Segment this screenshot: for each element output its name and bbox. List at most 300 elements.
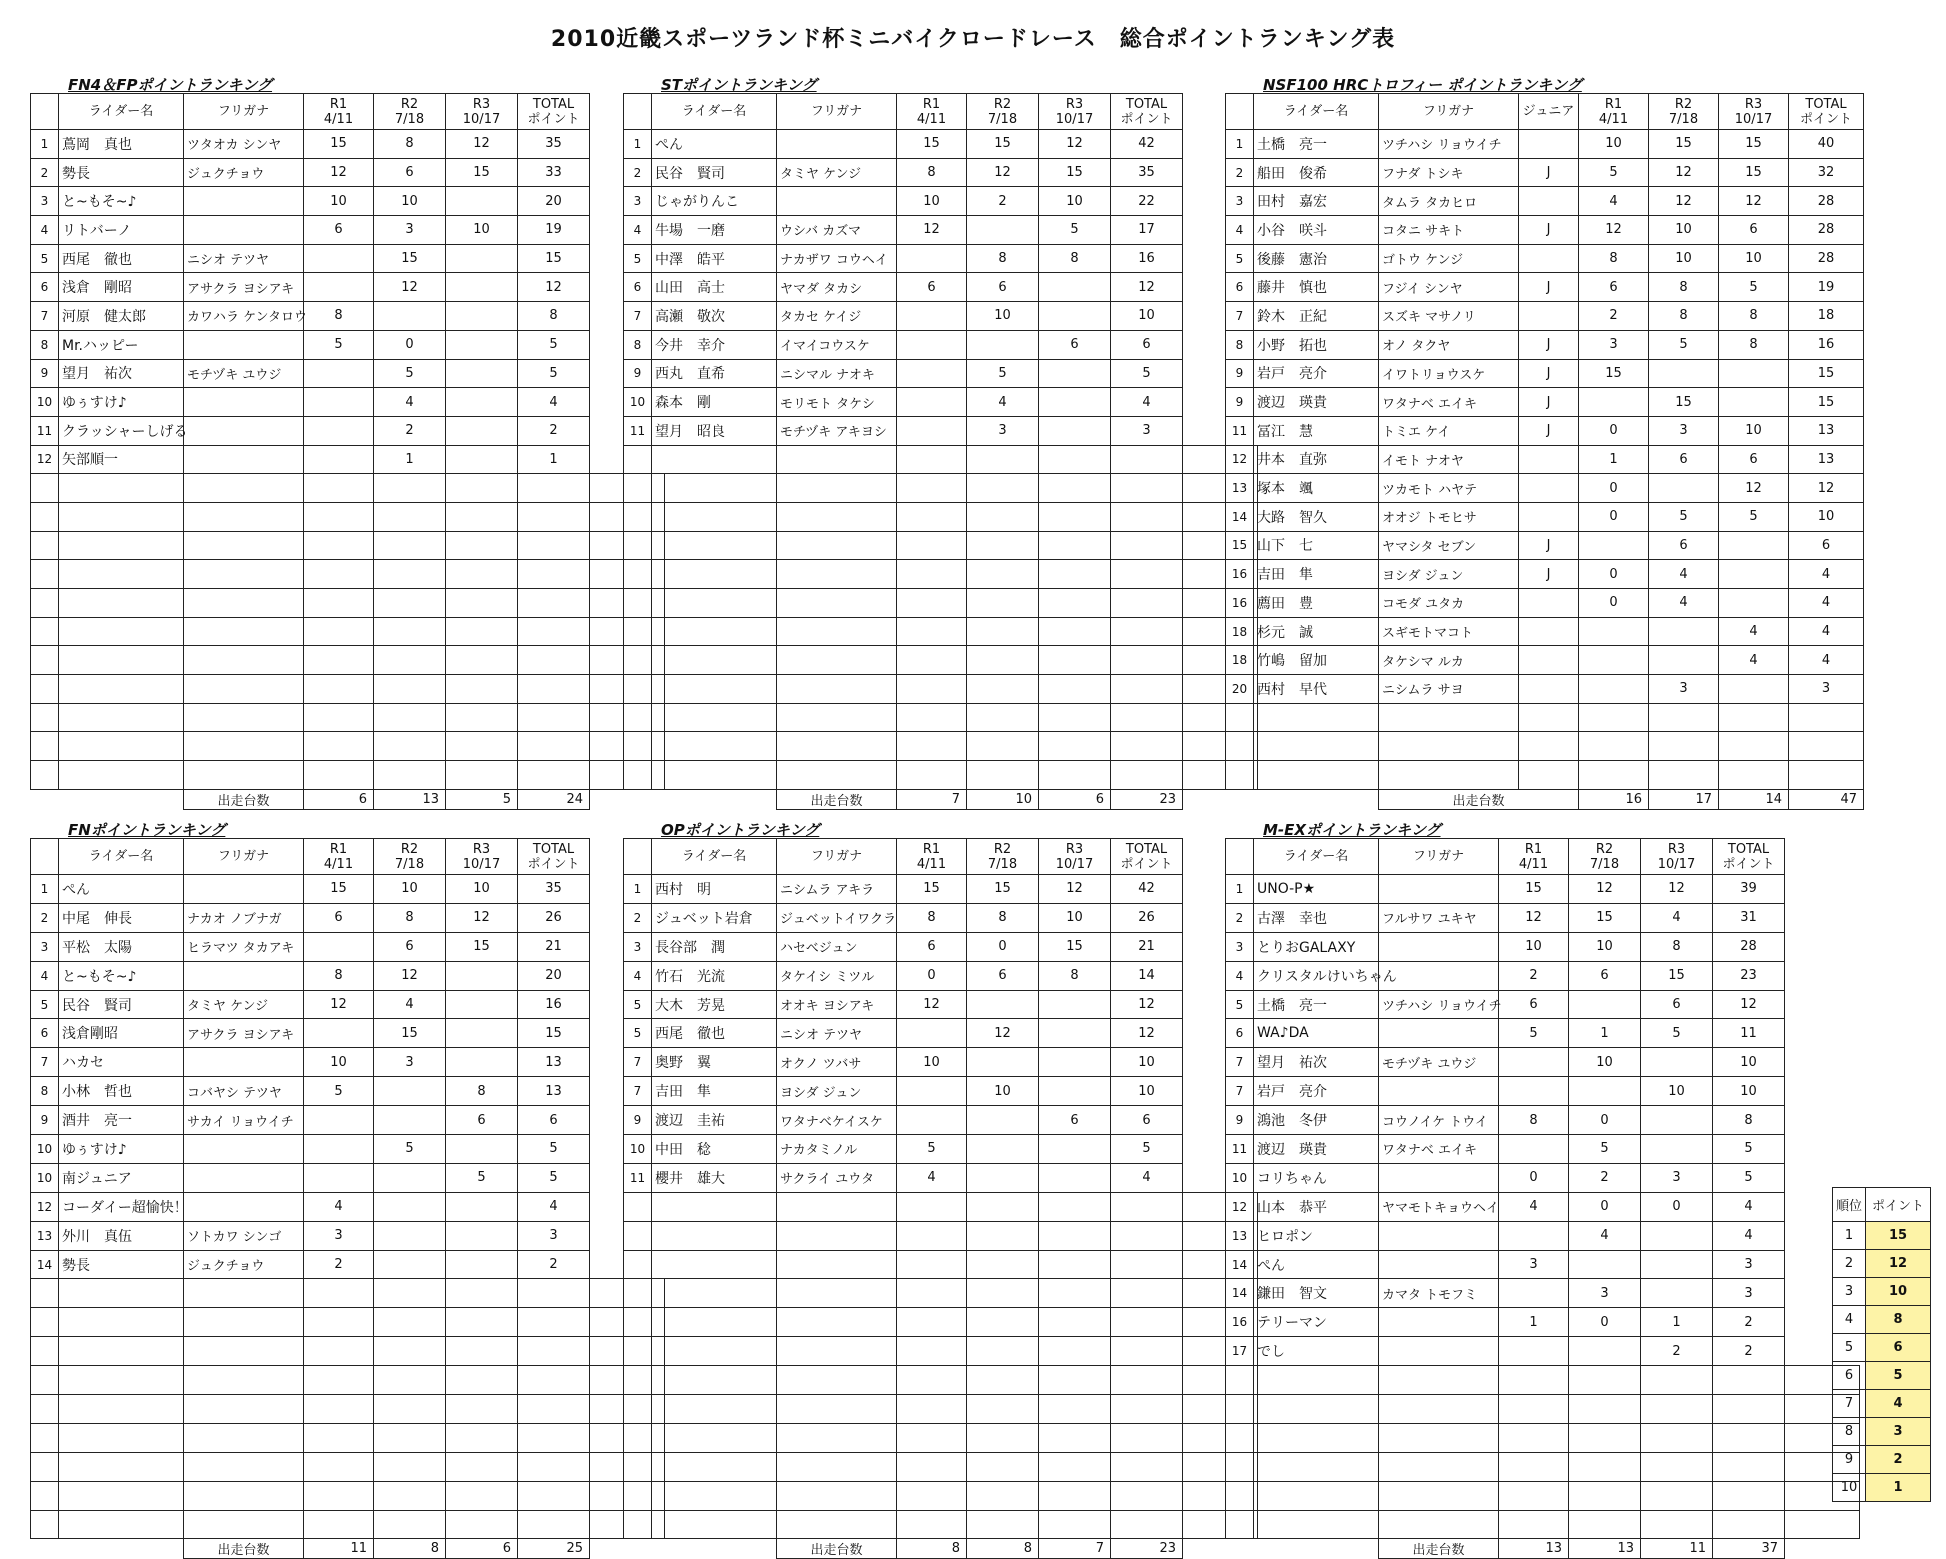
empty-cell (967, 445, 1039, 474)
entries-total: 25 (518, 1539, 590, 1559)
r3-cell (1039, 1048, 1111, 1077)
entries-total: 24 (518, 789, 590, 809)
empty-cell (1499, 1510, 1569, 1539)
col-r2-line2: 7/18 (987, 856, 1018, 872)
r1-cell (897, 388, 967, 417)
empty-row (31, 1481, 665, 1510)
empty-cell (652, 589, 777, 618)
empty-cell (1111, 502, 1183, 531)
empty-cell (518, 1337, 590, 1366)
empty-cell (897, 502, 967, 531)
r1-cell (897, 416, 967, 445)
r3-cell: 8 (1039, 961, 1111, 990)
empty-cell (1111, 761, 1183, 790)
rider-name-cell: 南ジュニア (59, 1163, 184, 1192)
total-cell: 12 (1111, 273, 1183, 302)
empty-row (624, 1481, 1258, 1510)
table-row (624, 875, 1258, 904)
r1-cell (304, 1106, 374, 1135)
empty-cell (967, 1337, 1039, 1366)
r3-cell (1719, 531, 1789, 560)
r2-cell: 12 (967, 1019, 1039, 1048)
furigana-cell: ツカモト ハヤテ (1379, 474, 1519, 503)
points-row (1833, 1278, 1931, 1306)
table-row (1226, 1250, 1860, 1279)
entries-r3: 6 (1039, 789, 1111, 809)
r3-cell: 15 (1719, 130, 1789, 159)
empty-row (624, 560, 1258, 589)
furigana-cell: サカイ リョウイチ (184, 1106, 304, 1135)
total-cell: 20 (518, 187, 590, 216)
col-rider-name: ライダー名 (652, 839, 777, 875)
empty-cell (777, 761, 897, 790)
empty-cell (652, 1423, 777, 1452)
total-cell: 12 (518, 273, 590, 302)
r1-cell (1499, 1077, 1569, 1106)
rider-name-cell: 山本 恭平 (1254, 1192, 1379, 1221)
empty-cell (304, 675, 374, 704)
r1-cell (304, 1135, 374, 1164)
col-r3 (446, 839, 518, 875)
r3-cell: 10 (1719, 244, 1789, 273)
empty-cell (184, 646, 304, 675)
rank-cell: 9 (31, 1106, 59, 1135)
total-cell: 5 (518, 1135, 590, 1164)
r1-cell: 10 (304, 1048, 374, 1077)
empty-cell (374, 1395, 446, 1424)
total-cell: 13 (1789, 445, 1864, 474)
empty-cell (1641, 1366, 1713, 1395)
empty-cell (652, 1481, 777, 1510)
furigana-cell (777, 130, 897, 159)
empty-cell (967, 1423, 1039, 1452)
col-r2-line1: R2 (400, 96, 419, 112)
empty-cell (1499, 1481, 1569, 1510)
empty-cell (304, 560, 374, 589)
empty-cell (1254, 1366, 1379, 1395)
furigana-cell: トミエ ケイ (1379, 416, 1519, 445)
empty-cell (304, 502, 374, 531)
table-row (31, 1077, 665, 1106)
empty-cell (304, 1308, 374, 1337)
entries-r3: 14 (1719, 789, 1789, 809)
r1-cell (1499, 1337, 1569, 1366)
empty-cell (184, 761, 304, 790)
r2-cell (374, 1250, 446, 1279)
empty-cell (624, 617, 652, 646)
rank-cell: 9 (31, 359, 59, 388)
rider-name-cell: 山田 高士 (652, 273, 777, 302)
table-row (1226, 388, 1864, 417)
r1-cell (304, 273, 374, 302)
empty-cell (1111, 531, 1183, 560)
empty-cell (374, 1481, 446, 1510)
r2-cell: 6 (1649, 445, 1719, 474)
empty-cell (31, 1279, 59, 1308)
r2-cell: 10 (967, 1077, 1039, 1106)
empty-cell (374, 1279, 446, 1308)
empty-cell (897, 1279, 967, 1308)
r2-cell: 3 (1649, 416, 1719, 445)
r3-cell (446, 1135, 518, 1164)
total-cell: 10 (1111, 1077, 1183, 1106)
empty-cell (624, 560, 652, 589)
furigana-cell (184, 330, 304, 359)
empty-cell (624, 1279, 652, 1308)
rider-name-cell: 渡辺 瑛貴 (1254, 1135, 1379, 1164)
rider-name-cell: 竹石 光流 (652, 961, 777, 990)
r2-cell: 5 (1569, 1135, 1641, 1164)
empty-cell (59, 1423, 184, 1452)
table-row (1226, 961, 1860, 990)
r1-cell (897, 330, 967, 359)
empty-cell (624, 1481, 652, 1510)
empty-cell (184, 531, 304, 560)
empty-cell (1039, 1279, 1111, 1308)
r1-cell: 2 (304, 1250, 374, 1279)
empty-cell (59, 1481, 184, 1510)
rank-cell: 6 (31, 273, 59, 302)
empty-cell (1039, 589, 1111, 618)
empty-cell (1713, 1423, 1785, 1452)
col-r3 (446, 94, 518, 130)
r3-cell (1719, 560, 1789, 589)
r3-cell: 2 (1641, 1337, 1713, 1366)
entries-r1: 7 (897, 789, 967, 809)
empty-cell (652, 1192, 777, 1221)
empty-row (31, 1423, 665, 1452)
empty-cell (1499, 1423, 1569, 1452)
furigana-cell (1379, 1163, 1499, 1192)
junior-cell (1519, 302, 1579, 331)
empty-cell (777, 1221, 897, 1250)
total-cell: 12 (1713, 990, 1785, 1019)
empty-cell (624, 474, 652, 503)
col-r2-line1: R2 (1595, 841, 1614, 857)
r2-cell: 8 (967, 903, 1039, 932)
total-cell: 5 (518, 1163, 590, 1192)
r1-cell: 10 (897, 187, 967, 216)
table-row (31, 302, 665, 331)
rank-cell: 8 (624, 330, 652, 359)
empty-cell (304, 732, 374, 761)
r3-cell (1039, 1135, 1111, 1164)
empty-cell (777, 1250, 897, 1279)
table-row (1226, 130, 1864, 159)
table-row (31, 1019, 665, 1048)
empty-cell (1039, 1192, 1111, 1221)
empty-cell (31, 531, 59, 560)
r2-cell: 12 (374, 961, 446, 990)
rank-cell: 10 (31, 388, 59, 417)
empty-cell (374, 732, 446, 761)
r3-cell (1039, 1019, 1111, 1048)
col-rank (624, 94, 652, 130)
col-total-line1: TOTAL (1125, 96, 1168, 112)
empty-cell (624, 675, 652, 704)
total-cell: 21 (1111, 932, 1183, 961)
rider-name-cell: 浅倉剛昭 (59, 1019, 184, 1048)
empty-cell (1111, 1423, 1183, 1452)
rank-cell: 11 (31, 416, 59, 445)
r3-cell: 0 (1641, 1192, 1713, 1221)
total-cell: 1 (518, 445, 590, 474)
r3-cell: 5 (1719, 502, 1789, 531)
empty-cell (304, 1510, 374, 1539)
r1-cell: 8 (897, 158, 967, 187)
total-cell: 3 (1713, 1279, 1785, 1308)
empty-row (31, 589, 665, 618)
empty-cell (374, 761, 446, 790)
r2-cell: 8 (1649, 302, 1719, 331)
empty-cell (1111, 560, 1183, 589)
empty-row (624, 675, 1258, 704)
r1-cell: 8 (897, 903, 967, 932)
r3-cell: 6 (1039, 1106, 1111, 1135)
table-title: STポイントランキング (661, 76, 817, 94)
r3-cell: 12 (1641, 875, 1713, 904)
empty-cell (184, 1510, 304, 1539)
total-cell: 35 (518, 130, 590, 159)
empty-cell (1226, 1395, 1254, 1424)
r3-cell (1039, 416, 1111, 445)
r3-cell: 10 (1719, 416, 1789, 445)
empty-cell (59, 732, 184, 761)
empty-cell (652, 703, 777, 732)
empty-cell (967, 1308, 1039, 1337)
r1-cell: 8 (304, 961, 374, 990)
r3-cell: 5 (1039, 216, 1111, 245)
empty-cell (1111, 1510, 1183, 1539)
rider-name-cell: 鎌田 智文 (1254, 1279, 1379, 1308)
furigana-cell: タケイシ ミツル (777, 961, 897, 990)
rider-name-cell: 森本 剛 (652, 388, 777, 417)
r3-cell (1039, 1163, 1111, 1192)
furigana-cell (184, 445, 304, 474)
empty-row (1226, 732, 1864, 761)
table-row (1226, 875, 1860, 904)
r2-cell: 0 (1569, 1308, 1641, 1337)
r2-cell: 8 (374, 903, 446, 932)
total-cell: 5 (518, 330, 590, 359)
r1-cell: 4 (1579, 187, 1649, 216)
entries-r2: 13 (374, 789, 446, 809)
rider-name-cell: クリスタルけいちゃん (1254, 961, 1379, 990)
empty-cell (518, 560, 590, 589)
r3-cell: 1 (1641, 1308, 1713, 1337)
rank-cell: 2 (31, 158, 59, 187)
total-cell: 35 (518, 875, 590, 904)
empty-cell (31, 589, 59, 618)
junior-cell: J (1519, 359, 1579, 388)
rider-name-cell: 西尾 徹也 (59, 244, 184, 273)
empty-cell (624, 1452, 652, 1481)
empty-row (31, 1279, 665, 1308)
col-total-line1: TOTAL (532, 96, 575, 112)
rank-cell: 8 (31, 330, 59, 359)
rank-cell: 5 (1226, 244, 1254, 273)
rider-name-cell: クラッシャーしげる (59, 416, 184, 445)
empty-cell (1039, 560, 1111, 589)
empty-cell (1499, 1366, 1569, 1395)
furigana-cell (184, 1192, 304, 1221)
empty-cell (374, 1423, 446, 1452)
empty-cell (31, 1452, 59, 1481)
empty-cell (304, 1395, 374, 1424)
empty-cell (967, 703, 1039, 732)
furigana-cell: モチヅキ ユウジ (1379, 1048, 1499, 1077)
junior-cell: J (1519, 416, 1579, 445)
furigana-cell: ソトカワ シンゴ (184, 1221, 304, 1250)
rider-name-cell: 浅倉 剛昭 (59, 273, 184, 302)
r3-cell: 10 (1039, 903, 1111, 932)
empty-cell (446, 1366, 518, 1395)
empty-row (624, 1337, 1258, 1366)
empty-cell (518, 589, 590, 618)
empty-cell (967, 617, 1039, 646)
empty-row (624, 1510, 1258, 1539)
empty-cell (59, 531, 184, 560)
total-cell: 6 (518, 1106, 590, 1135)
col-total-line2: ポイント (1799, 111, 1852, 127)
points-value: 3 (1866, 1418, 1931, 1446)
furigana-cell: ナカタミノル (777, 1135, 897, 1164)
r3-cell (446, 416, 518, 445)
col-r2-line2: 7/18 (1668, 111, 1699, 127)
empty-cell (184, 560, 304, 589)
empty-cell (1226, 761, 1254, 790)
empty-cell (446, 531, 518, 560)
rider-name-cell: 後藤 憲治 (1254, 244, 1379, 273)
furigana-cell: ジュクチョウ (184, 158, 304, 187)
furigana-cell: ジュベットイワクラ (777, 903, 897, 932)
junior-cell: J (1519, 560, 1579, 589)
entries-r2: 17 (1649, 789, 1719, 809)
empty-cell (1226, 1366, 1254, 1395)
r2-cell: 12 (374, 273, 446, 302)
r1-cell (897, 359, 967, 388)
r2-cell: 8 (374, 130, 446, 159)
empty-cell (31, 617, 59, 646)
table-row (624, 1077, 1258, 1106)
empty-cell (624, 589, 652, 618)
empty-cell (1039, 1221, 1111, 1250)
r1-cell: 10 (1499, 932, 1569, 961)
furigana-cell: オノ タクヤ (1379, 330, 1519, 359)
col-total (518, 839, 590, 875)
empty-cell (374, 1452, 446, 1481)
rider-name-cell: 民谷 賢司 (59, 990, 184, 1019)
empty-cell (652, 1279, 777, 1308)
col-r1-line1: R1 (329, 96, 348, 112)
entries-r3: 11 (1641, 1539, 1713, 1559)
empty-row (31, 646, 665, 675)
empty-cell (1111, 675, 1183, 704)
rank-cell: 3 (624, 932, 652, 961)
empty-row (624, 531, 1258, 560)
table-row (31, 932, 665, 961)
empty-cell (304, 589, 374, 618)
r1-cell: 2 (1499, 961, 1569, 990)
empty-cell (777, 502, 897, 531)
rider-name-cell: 西尾 徹也 (652, 1019, 777, 1048)
col-total (1789, 94, 1864, 130)
empty-row (624, 1279, 1258, 1308)
empty-cell (967, 761, 1039, 790)
points-value: 2 (1866, 1446, 1931, 1474)
empty-cell (967, 1452, 1039, 1481)
rider-name-cell: 中澤 皓平 (652, 244, 777, 273)
r2-cell: 5 (1649, 330, 1719, 359)
total-cell: 2 (518, 416, 590, 445)
furigana-cell: ヤマシタ セブン (1379, 531, 1519, 560)
furigana-cell: フジイ シンヤ (1379, 273, 1519, 302)
empty-cell (1039, 474, 1111, 503)
empty-cell (1254, 1452, 1379, 1481)
rank-cell: 4 (1226, 216, 1254, 245)
entries-total: 23 (1111, 1539, 1183, 1559)
empty-cell (1713, 1510, 1785, 1539)
empty-cell (59, 761, 184, 790)
empty-row (31, 1452, 665, 1481)
table-row (1226, 1135, 1860, 1164)
empty-row (624, 1452, 1258, 1481)
col-rider-name: ライダー名 (1254, 94, 1379, 130)
points-rank: 8 (1833, 1418, 1866, 1446)
rank-cell: 3 (1226, 932, 1254, 961)
table-row (624, 1135, 1258, 1164)
col-r2 (374, 839, 446, 875)
empty-cell (31, 646, 59, 675)
rider-name-cell: 高瀬 敬次 (652, 302, 777, 331)
rank-cell: 6 (31, 1019, 59, 1048)
empty-cell (1254, 1510, 1379, 1539)
col-r3 (1641, 839, 1713, 875)
points-value: 15 (1866, 1222, 1931, 1250)
table-row (31, 388, 665, 417)
furigana-cell (184, 216, 304, 245)
r3-cell: 10 (446, 875, 518, 904)
furigana-cell: ゴトウ ケンジ (1379, 244, 1519, 273)
ranking-table (623, 838, 1258, 1559)
total-cell: 4 (1789, 560, 1864, 589)
r3-cell: 4 (1641, 903, 1713, 932)
table-row (1226, 244, 1864, 273)
rank-cell: 9 (624, 1106, 652, 1135)
total-cell: 2 (1713, 1308, 1785, 1337)
empty-cell (652, 1221, 777, 1250)
col-rank (31, 94, 59, 130)
total-cell: 2 (1713, 1337, 1785, 1366)
empty-cell (1039, 502, 1111, 531)
table-row (1226, 216, 1864, 245)
col-r1 (304, 839, 374, 875)
empty-cell (1641, 1395, 1713, 1424)
empty-cell (1039, 1423, 1111, 1452)
points-head-rank: 順位 (1833, 1188, 1866, 1222)
r1-cell: 15 (304, 875, 374, 904)
empty-cell (777, 1452, 897, 1481)
r1-cell (897, 1077, 967, 1106)
rider-name-cell: ぺん (59, 875, 184, 904)
empty-cell (446, 1423, 518, 1452)
rank-cell: 1 (31, 875, 59, 904)
rider-name-cell: テリーマン (1254, 1308, 1379, 1337)
furigana-cell: ニシムラ アキラ (777, 875, 897, 904)
table-row (31, 903, 665, 932)
col-r2 (967, 94, 1039, 130)
empty-row (624, 703, 1258, 732)
